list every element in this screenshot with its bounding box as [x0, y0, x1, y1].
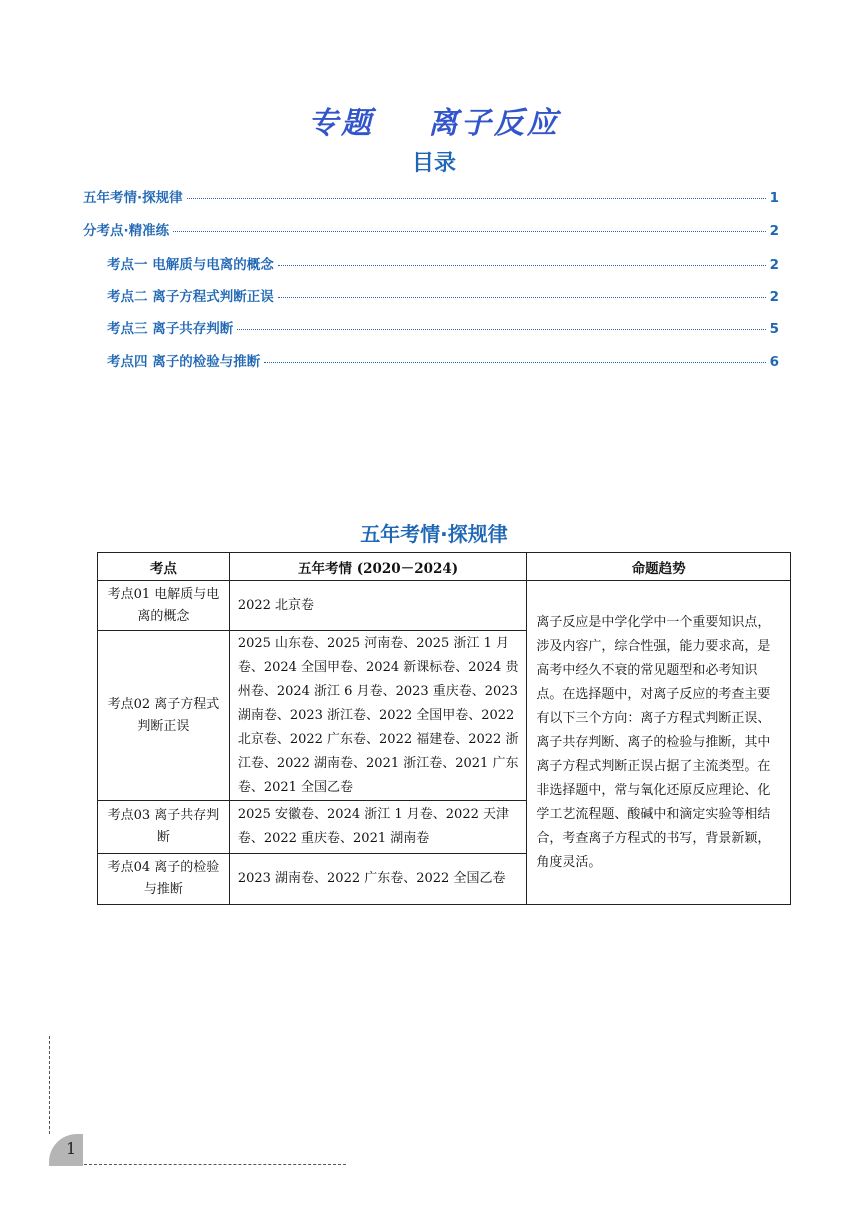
trend-cell: 离子反应是中学化学中一个重要知识点，涉及内容广，综合性强，能力要求高，是高考中经久不衰的常见题型和必考知识点。在选择题中，对离子反应的考查主要有以下三个方向：离子方程式判断正误、离子共存判断、离子的检验与推断，其中离子方程式判断正误占据了主流类型。在非选择题中，常与氧化还原反应理论、化学工艺流程题、酸碱中和滴定实验等相结合，考查离子方程式的书写，背景新颖，角度灵活。 — [527, 581, 791, 905]
document-title: 专题 离子反应 — [308, 106, 560, 141]
toc-entry-label: 考点二 离子方程式判断正误 — [107, 289, 274, 305]
toc-entry-page: 2 — [769, 289, 779, 305]
years-cell: 2022 北京卷 — [229, 581, 527, 631]
years-cell: 2023 湖南卷、2022 广东卷、2022 全国乙卷 — [229, 854, 527, 905]
years-cell: 2025 安徽卷、2024 浙江 1 月卷、2022 天津卷、2022 重庆卷、2021 湖南卷 — [229, 801, 527, 854]
table-header-cell: 考点 — [98, 553, 230, 581]
point-cell: 考点04 离子的检验与推断 — [98, 854, 230, 905]
toc-leader-dots — [237, 329, 765, 330]
toc-entry-five-year[interactable] — [83, 186, 779, 206]
toc-entry-page: 6 — [769, 354, 779, 370]
toc-entry-point-3[interactable] — [107, 317, 779, 337]
toc-entry-page: 2 — [769, 223, 779, 239]
toc-entry-page: 1 — [769, 190, 779, 206]
table-header-cell: 命题趋势 — [527, 553, 791, 581]
toc-entry-label: 考点四 离子的检验与推断 — [107, 354, 261, 370]
point-cell: 考点02 离子方程式判断正误 — [98, 631, 230, 801]
page-number: 1 — [66, 1139, 77, 1158]
toc-entry-page: 2 — [769, 257, 779, 273]
toc-entry-point-1[interactable] — [107, 253, 779, 273]
toc-leader-dots — [278, 297, 766, 298]
table-header-row — [98, 553, 791, 581]
exam-table — [97, 552, 791, 905]
section-heading: 五年考情·探规律 — [360, 522, 508, 546]
point-cell: 考点01 电解质与电离的概念 — [98, 581, 230, 631]
toc-entry-point-4[interactable] — [107, 350, 779, 370]
footer-dashed-vertical — [49, 1036, 50, 1134]
toc-entry-page: 5 — [769, 321, 779, 337]
toc-entry-label: 五年考情·探规律 — [83, 190, 183, 206]
toc-entry-label: 考点一 电解质与电离的概念 — [107, 257, 274, 273]
table-header-cell: 五年考情 (2020－2024) — [229, 553, 527, 581]
toc-entry-practice[interactable] — [83, 219, 779, 239]
toc-heading: 目录 — [411, 151, 456, 176]
toc-leader-dots — [173, 231, 765, 232]
years-cell: 2025 山东卷、2025 河南卷、2025 浙江 1 月卷、2024 全国甲卷、2024 新课标卷、2024 贵州卷、2024 浙江 6 月卷、2023 重庆卷、2023 湖南卷、2023 浙江卷、2022 全国甲卷、2022 北京卷、2022 广东卷、2022 福建卷、2022 浙江卷、2022 湖南卷、2021 浙江卷、2021 广东卷、2021 全国乙卷 — [229, 631, 527, 801]
toc-leader-dots — [264, 362, 765, 363]
table-row — [98, 581, 791, 631]
footer-dashed-horizontal — [84, 1164, 346, 1165]
toc-leader-dots — [187, 198, 766, 199]
point-cell: 考点03 离子共存判断 — [98, 801, 230, 854]
toc-entry-point-2[interactable] — [107, 285, 779, 305]
toc-entry-label: 分考点·精准练 — [83, 223, 170, 239]
toc-entry-label: 考点三 离子共存判断 — [107, 321, 234, 337]
toc-leader-dots — [278, 265, 766, 266]
